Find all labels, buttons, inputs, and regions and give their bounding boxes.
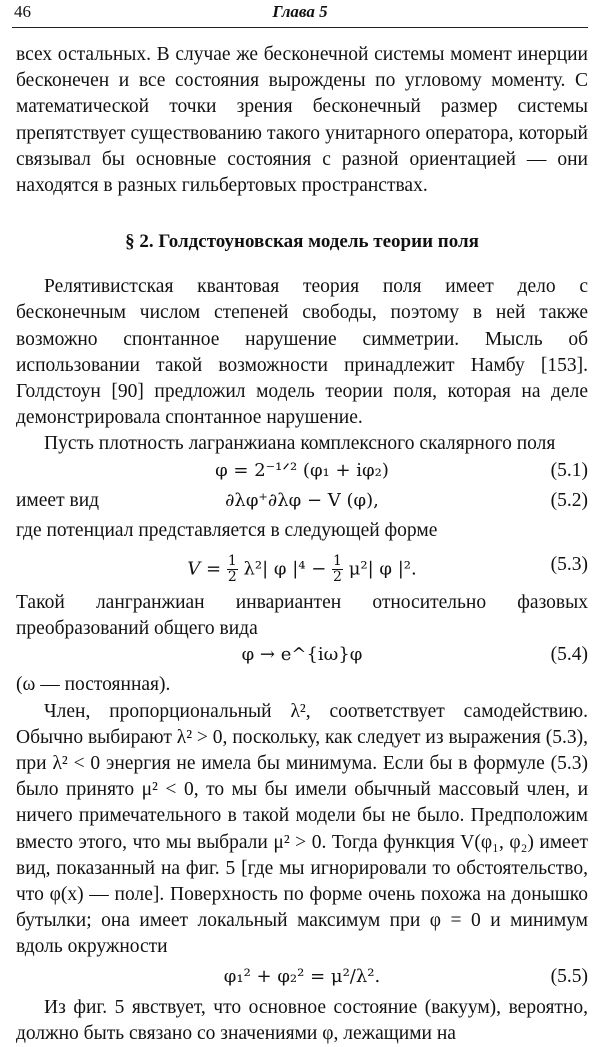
section-title: § 2. Голдстоуновская модель теории поля (125, 231, 479, 253)
equation-5-3-term1: λ²| φ |⁴ − (243, 558, 327, 580)
equation-5-3-number: (5.3) (550, 554, 588, 576)
fraction-numerator: 1 (227, 553, 237, 570)
header-rule (12, 27, 588, 28)
equation-5-1-number: (5.1) (550, 459, 588, 481)
equation-5-1 (16, 458, 588, 488)
equation-5-4-formula: φ → e^{iω}φ (241, 644, 363, 666)
equation-5-1-formula: φ = 2⁻¹ᐟ² (φ₁ + iφ₂) (215, 459, 389, 481)
fraction-one-half-1 (227, 554, 238, 585)
fraction-numerator: 1 (333, 553, 342, 570)
equation-5-5-formula: φ₁² + φ₂² = μ²/λ². (223, 965, 381, 987)
paragraph-6: Такой лангранжиан инвариантен относительно фазовых преобразований общего вида (16, 592, 588, 640)
equation-5-2 (16, 488, 588, 518)
paragraph-9: Из фиг. 5 явствует, что основное состояние (вакуум), вероятно, должно быть связано со значениями φ, лежащими на (16, 996, 588, 1044)
paragraph-4: имеет вид (16, 489, 100, 511)
equation-5-5-number: (5.5) (550, 965, 588, 987)
equation-5-3 (16, 544, 588, 590)
paragraph-5: где потенциал представляется в следующей форме (16, 519, 438, 541)
equation-5-5 (16, 961, 588, 995)
page-number: 46 (14, 2, 31, 21)
equation-5-3-term2: μ²| φ |². (348, 558, 417, 580)
paragraph-8: Член, пропорциональный λ², соответствует самодействию. Обычно выбирают λ² > 0, поскольку, как следует из выражения (5.3), при λ² < 0 энергия не имела бы минимума. Если бы в формуле (5.3) было принято μ² < 0, то мы бы имели обычный массовый член, и ничего примечательного в такой модели бы не было. Предположим вместо этого, что мы выбрали μ² > 0. Тогда функция V(φ₁, φ₂) имеет вид, показанный на фиг. 5 [где мы игнорировали то обстоятельство, что φ(x) — поле]. Поверхность по форме очень похожа на донышко бутылки; она имеет локальный максимум при φ = 0 и минимум вдоль окружности (16, 700, 588, 958)
equation-5-2-number: (5.2) (550, 489, 588, 511)
page-body (16, 42, 588, 1047)
paragraph-7: (ω — постоянная). (16, 674, 171, 696)
fraction-denominator: 2 (333, 569, 342, 586)
paragraph-2: Релятивистская квантовая теория поля имеет дело с бесконечным числом степеней свободы, поэтому в ней также возможно спонтанное нарушение симметрии. Мысль об использовании такой возможности принадлежит Намбу [153]. Голдстоун [90] предложил модель теории поля, которая на деле демонстрировала спонтанное нарушение. (16, 276, 588, 429)
equation-5-4 (16, 642, 588, 672)
page-header (14, 2, 586, 24)
chapter-title: Глава 5 (272, 2, 328, 21)
equation-5-4-number: (5.4) (550, 644, 588, 666)
fraction-denominator: 2 (227, 569, 237, 586)
fraction-one-half-2 (332, 554, 343, 585)
paragraph-1: всех остальных. В случае же бесконечной системы момент инерции бесконечен и все состояния вырождены по угловому моменту. С математической точки зрения бесконечный размер системы препятствует существованию такого унитарного оператора, который связывал бы основные состояния с разной ориентацией — они находятся в разных гильбертовых пространствах. (16, 44, 588, 197)
equation-5-2-formula: ∂λφ⁺∂λφ − V (φ), (225, 489, 379, 511)
equation-5-3-formula (16, 554, 588, 585)
paragraph-3: Пусть плотность лагранжиана комплексного скалярного поля (44, 433, 556, 455)
equation-5-3-lhs: V = (187, 558, 222, 580)
